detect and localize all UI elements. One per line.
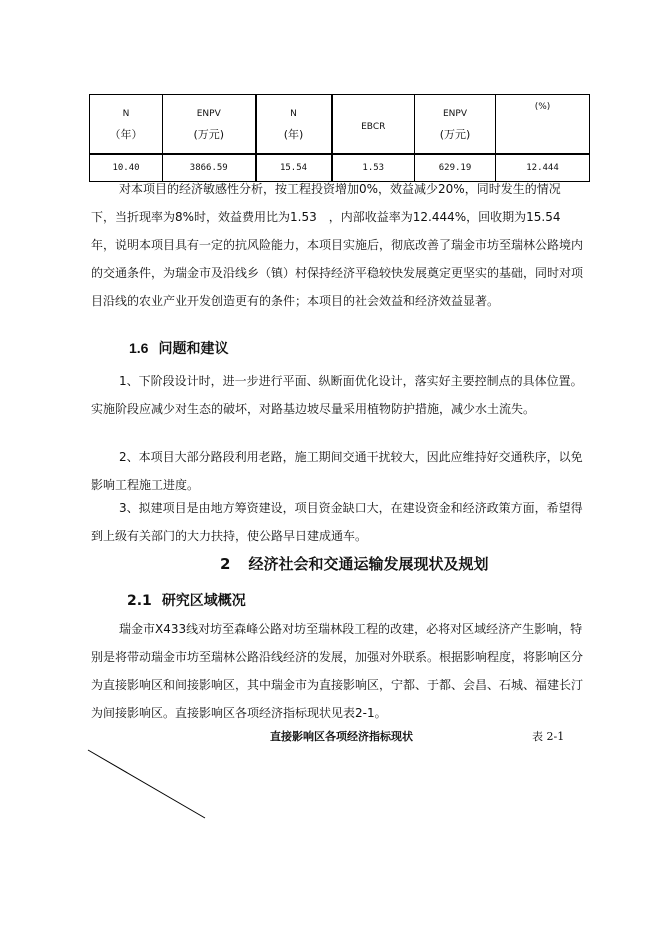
sensitivity-paragraph: 对本项目的经济敏感性分析，按工程投资增加0%，效益减少20%，同时发生的情况下，当折现率为8%时，效益费用比为1.53 ，内部收益率为12.444%，回收期为15.54年，说明本项目具有一定的抗风险能力，本项目实施后，彻底改善了瑞金市坊至瑞林公路境内的交通条件，为瑞金市及沿线乡（镇）村保持经济平稳较快发展奠定更坚实的基础，同时对项目沿线的农业产业开发创造更有的条件；本项目的社会效益和经济效益显著。 (91, 182, 584, 308)
table-cell: 12.444 (496, 154, 590, 182)
section-number: 1.6 (129, 340, 149, 356)
chapter-number: 2 (220, 555, 231, 573)
header-line2: (万元) (193, 127, 225, 141)
header-line1: N (290, 108, 297, 119)
header-line1: (%) (534, 102, 551, 112)
table-cell: 1.53 (332, 154, 415, 182)
suggestion-paragraph: 3、拟建项目是由地方筹资建设，项目资金缺口大，在建设资金和经济政策方面，希望得到上级有关部门的大力扶持，使公路早日建成通车。 (91, 501, 583, 543)
table-cell: 10.40 (90, 154, 163, 182)
diagonal-rule (88, 750, 205, 818)
section-number: 2.1 (127, 593, 152, 609)
section-title: 问题和建议 (158, 341, 229, 357)
suggestion-paragraph: 1、下阶段设计时，进一步进行平面、纵断面优化设计，落实好主要控制点的具体位置。实施阶段应减少对生态的破坏，对路基边坡尽量采用植物防护措施，减少水土流失。 (91, 374, 583, 416)
region-paragraph: 瑞金市X433线对坊至森峰公路对坊至瑞林段工程的改建，必将对区域经济产生影响，特别是将带动瑞金市坊至瑞林公路沿线经济的发展，加强对外联系。根据影响程度，将影响区分为直接影响区和间接影响区，其中瑞金市为直接影响区，宁都、于都、会昌、石城、福建长汀为间接影响区。直接影响区各项经济指标现状见表2-1。 (91, 622, 584, 720)
table-cell: 15.54 (256, 154, 332, 182)
table-cell: 629.19 (415, 154, 496, 182)
chapter-title: 经济社会和交通运输发展现状及规划 (248, 555, 489, 573)
header-line2: (万元) (439, 127, 471, 141)
table-caption: 直接影响区各项经济指标现状 (270, 730, 413, 743)
table-cell: 3866.59 (163, 154, 256, 182)
table-number: 表 2-1 (532, 730, 565, 743)
header-line1: N (122, 108, 130, 119)
header-line2: (年) (283, 127, 304, 141)
suggestion-paragraph: 2、本项目大部分路段利用老路，施工期间交通干扰较大，因此应维持好交通秩序，以免影响工程施工进度。 (91, 450, 583, 492)
header-line1: ENPV (442, 108, 467, 119)
header-line1: ENPV (196, 108, 221, 119)
header-line2: （年） (109, 127, 143, 141)
section-title: 研究区域概况 (161, 593, 246, 609)
header-line2: EBCR (361, 122, 386, 132)
